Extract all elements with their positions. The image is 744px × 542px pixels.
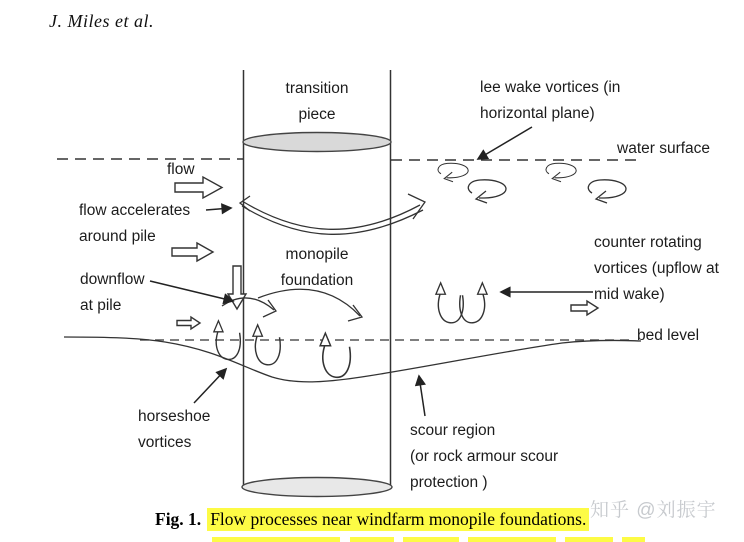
label-monopile-foundation: monopile foundation <box>280 246 354 289</box>
label-horseshoe-vortices: horseshoe vortices <box>138 408 211 451</box>
label-flow-accelerates: flow accelerates around pile <box>79 202 191 245</box>
label-water-surface: water surface <box>617 140 711 157</box>
label-bed-level: bed level <box>637 327 700 344</box>
label-downflow-at-pile: downflow at pile <box>80 271 145 314</box>
flow-block-arrow-small-left <box>177 317 200 329</box>
highlight-fragment <box>622 537 645 542</box>
counter-rotating-vortex-icons <box>436 283 487 323</box>
figure-number: Fig. 1. <box>155 509 202 529</box>
highlight-fragment <box>565 537 613 542</box>
downflow-pointer <box>150 281 233 301</box>
lee-wake-vortex-icons <box>438 163 626 203</box>
flow-acceleration-arc <box>240 194 425 234</box>
figure-caption <box>155 509 589 530</box>
scour-region-pointer <box>419 376 425 416</box>
label-lee-wake-vortices: lee wake vortices (in horizontal plane) <box>480 79 621 122</box>
label-scour-region: scour region (or rock armour scour protection ) <box>410 422 559 491</box>
zhihu-watermark: 知乎 @刘振宇 <box>590 500 717 521</box>
label-transition-piece: transition piece <box>285 80 349 123</box>
transition-flange-ellipse <box>243 133 391 152</box>
highlight-fragment <box>468 537 556 542</box>
paper-running-head: J. Miles et al. <box>49 11 154 31</box>
highlight-fragment <box>403 537 459 542</box>
pile-bottom-ellipse <box>242 478 392 497</box>
caption-highlighted-text: Flow processes near windfarm monopile foundations. <box>207 508 589 531</box>
lee-wake-pointer <box>478 127 532 159</box>
flow-accelerates-pointer <box>206 208 231 210</box>
label-counter-rotating-vortices: counter rotating vortices (upflow at mid wake) <box>594 234 719 303</box>
highlight-fragment <box>212 537 340 542</box>
label-flow: flow <box>167 161 195 178</box>
highlight-fragment <box>350 537 394 542</box>
horseshoe-pointer <box>194 369 226 403</box>
scour-bed-profile <box>64 337 641 382</box>
